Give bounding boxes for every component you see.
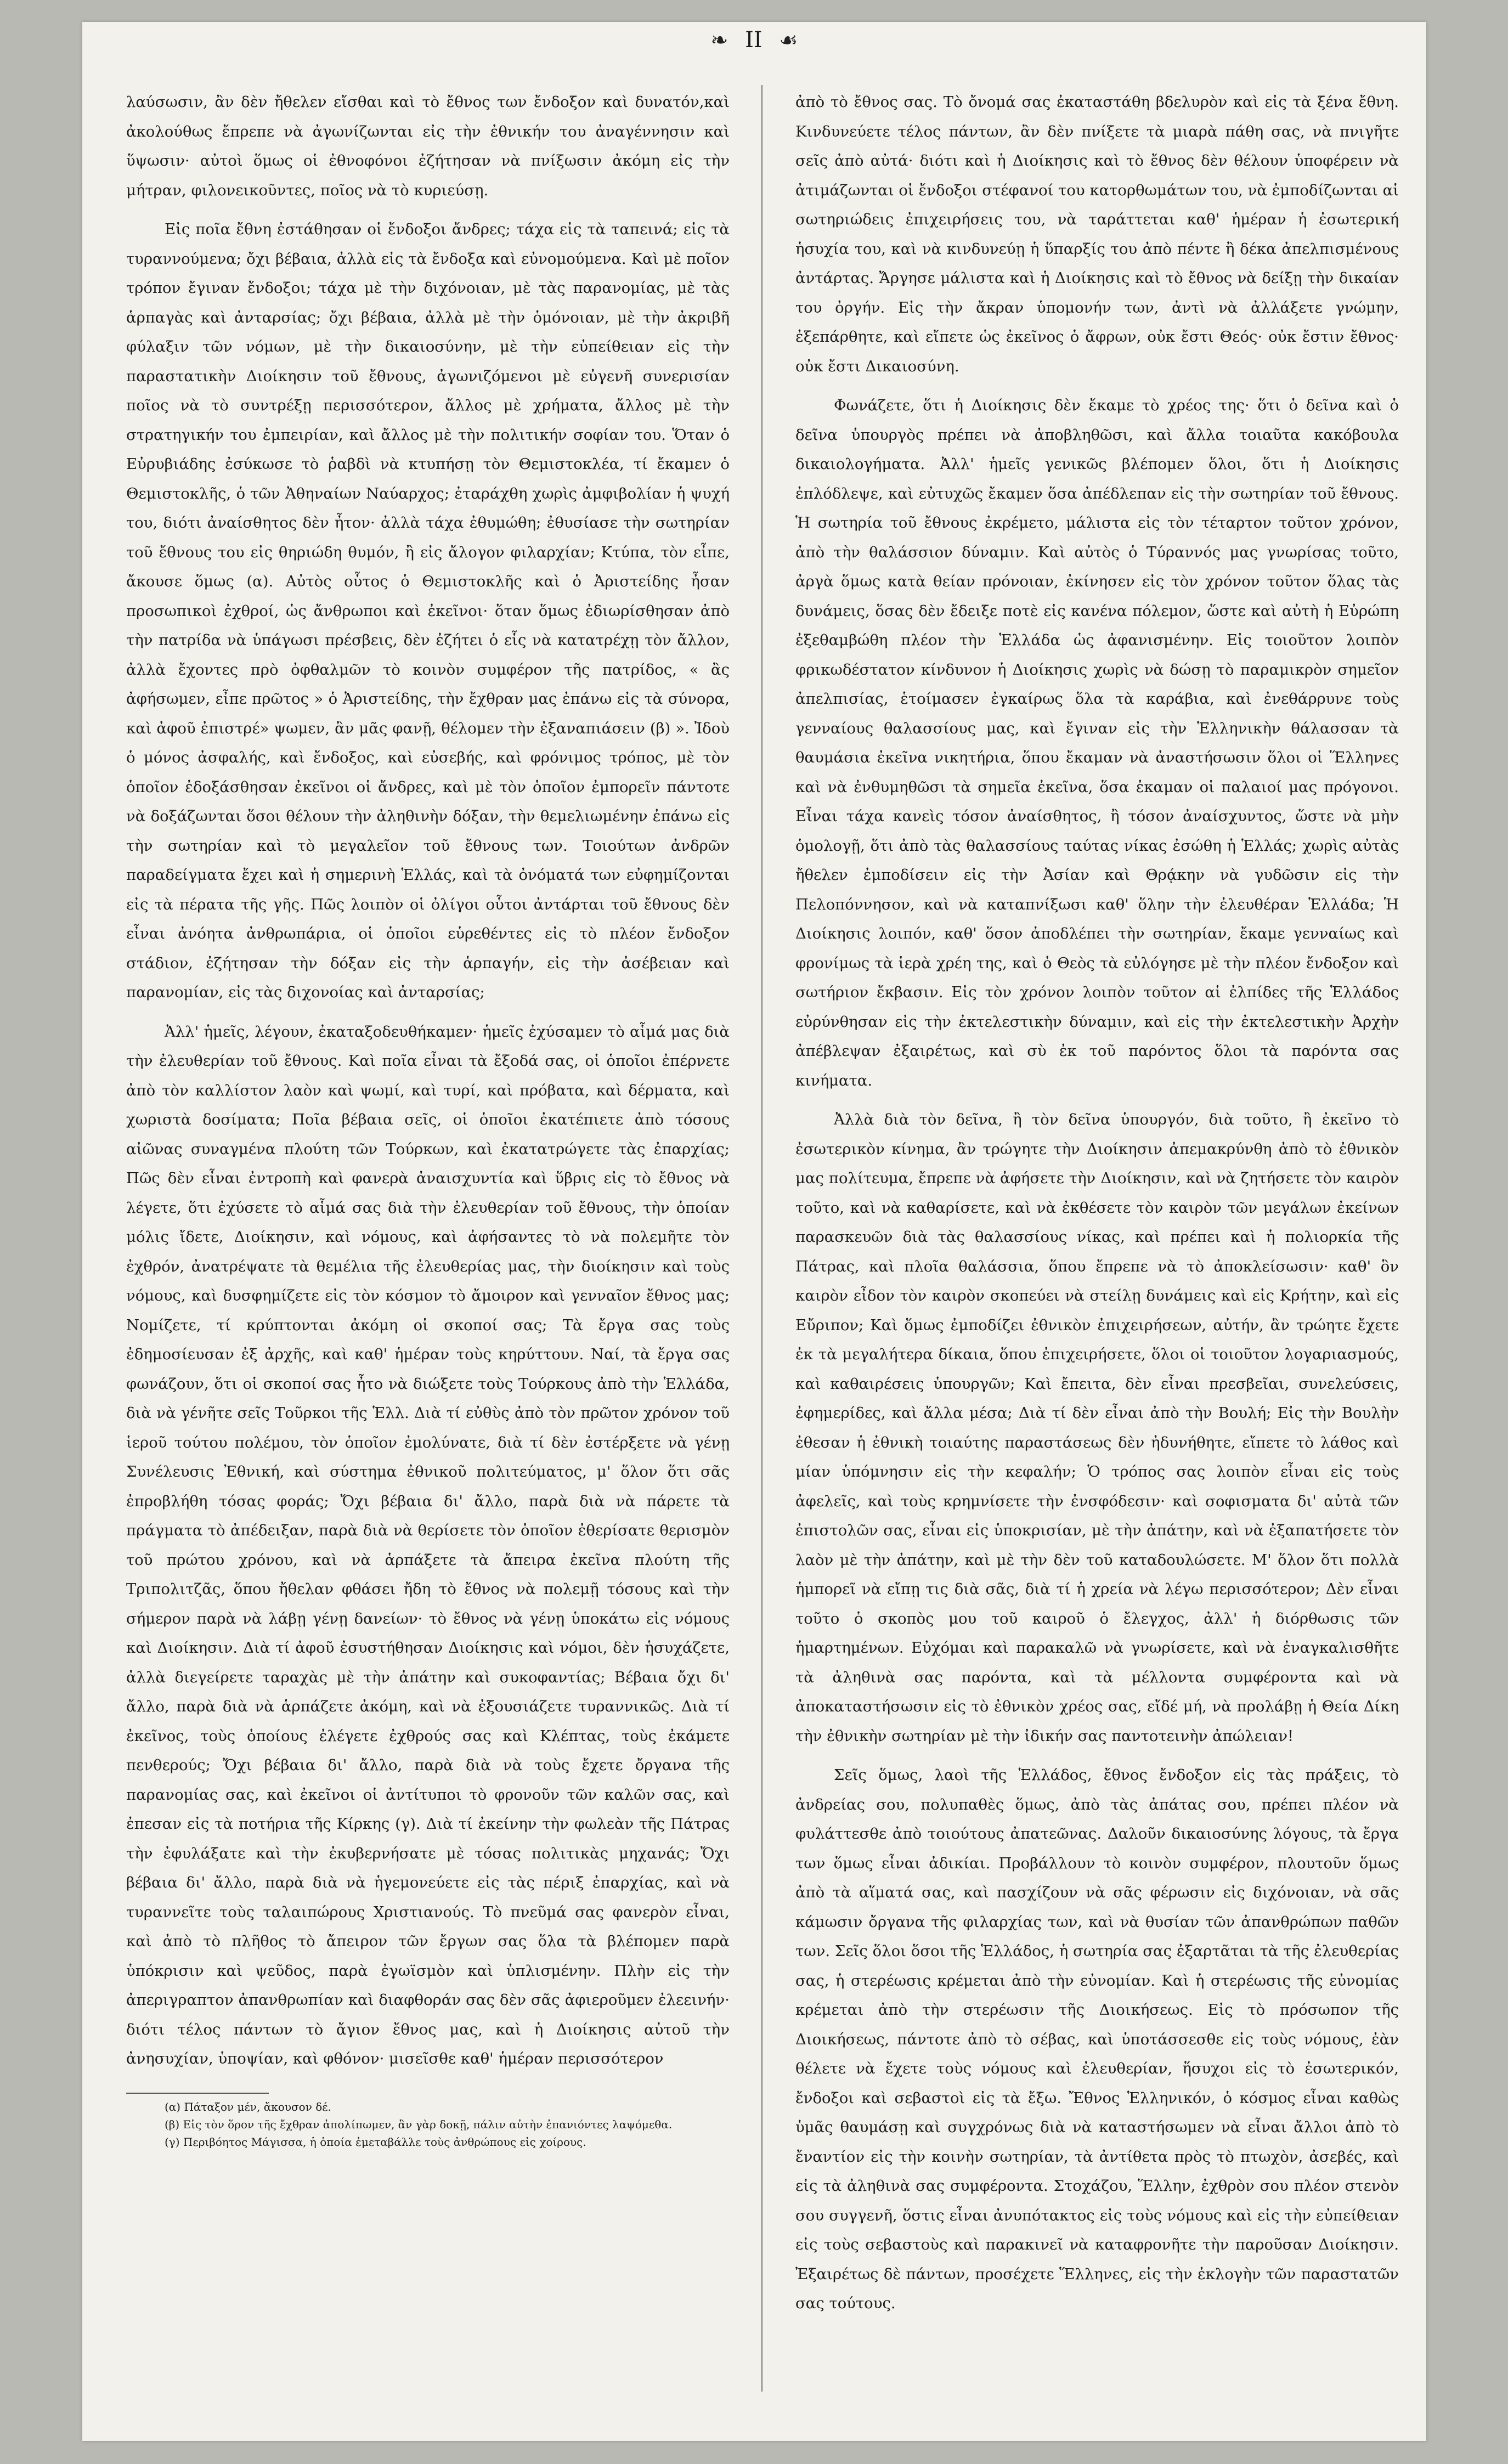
left-paragraph-2: Εἰς ποῖα ἔθνη ἐστάθησαν οἱ ἔνδοξοι ἄνδρες; τάχα εἰς τὰ ταπεινά; εἰς τὰ τυραννούμενα; ὄχι βέβαια, ἀλλὰ εἰς τὰ ἔνδοξα καὶ εὐνομούμενα. Καὶ μὲ ποῖον τρόπον ἔγιναν ἔνδοξοι; τάχα μὲ τὴν διχόνοιαν, μὲ τὰς παρανομίας, μὲ τὰς ἁρπαγὰς καὶ ἀνταρσίας; ὄχι βέβαια, ἀλλὰ μὲ τὴν ὁμόνοιαν, μὲ τὴν ἀκριβῆ φύλαξιν τῶν νόμων, μὲ τὴν δικαιοσύνην, μὲ τὴν εὐπείθειαν εἰς τὴν παραστατικὴν Διοίκησιν τοῦ ἔθνους, ἀγωνιζόμενοι μὲ εὐγενῆ συνερισίαν ποῖος νὰ τὸ συντρέξῃ περισσότερον, ἄλλος μὲ χρήματα, ἄλλος μὲ τὴν στρατηγικήν του ἐμπειρίαν, καὶ ἄλλος μὲ τὴν πολιτικήν σοφίαν του. Ὅταν ὁ Εὐρυβιάδης ἐσύκωσε τὸ ῥαβδὶ νὰ κτυπήσῃ τὸν Θεμιστοκλέα, τί ἔκαμεν ὁ Θεμιστοκλῆς, ὁ τῶν Ἀθηναίων Ναύαρχος; ἐταράχθη χωρὶς ἀμφιβολίαν ἡ ψυχή του, διότι ἀναίσθητος δὲν ἦτον· ἀλλὰ τάχα ἐθυμώθη; ἐθυσίασε τὴν σωτηρίαν τοῦ ἔθνους του εἰς θηριώδη θυμόν, ἢ εἰς ἄλογον φιλαρχίαν; Κτύπα, τὸν εἶπε, ἄκουσε ὅμως (α). Αὐτὸς οὗτος ὁ Θεμιστοκλῆς καὶ ὁ Ἀριστείδης ἦσαν προσωπικοὶ ἐχθροί, ὡς ἄνθρωποι καὶ ἐκεῖνοι· ὅταν ὅμως ἐδιωρίσθησαν ἀπὸ τὴν πατρίδα νὰ ὑπάγωσι πρέσβεις, δὲν ἐζήτει ὁ εἷς νὰ κατατρέχῃ τὸν ἄλλον, ἀλλὰ ἔχοντες πρὸ ὀφθαλμῶν τὸ κοινὸν συμφέρον τῆς πατρίδος, « ἂς ἀφήσωμεν, εἶπε πρῶτος » ὁ Ἀριστείδης, τὴν ἔχθραν μας ἐπάνω εἰς τὰ σύνορα, καὶ ἀφοῦ ἐπιστρέ» ψωμεν, ἂν μᾶς φανῇ, θέλομεν τὴν ἐξαναπιάσειν (β) ». Ἰδοὺ ὁ μόνος ἀσφαλής, καὶ ἔνδοξος, καὶ εὐσεβής, καὶ φρόνιμος τρόπος, μὲ τὸν ὁποῖον ἐδοξάσθησαν ἐκεῖνοι οἱ ἄνδρες, καὶ μὲ τὸν ὁποῖον ἐμπορεῖν πάντοτε νὰ δοξάζωνται ὅσοι θέλουν τὴν ἀληθινὴν δόξαν, τὴν θεμελιωμένην ἐπάνω εἰς τὴν σωτηρίαν καὶ τὸ μεγαλεῖον τοῦ ἔθνους των. Τοιούτων ἀνδρῶν παραδείγματα ἔχει καὶ ἡ σημερινὴ Ἑλλάς, καὶ τὰ ὀνόματά των εὐφημίζονται εἰς τὰ πέρατα τῆς γῆς. Πῶς λοιπὸν οἱ ὀλίγοι οὗτοι ἀντάρται τοῦ ἔθνους δὲν εἶναι ἀνόητα ἀνθρωπάρια, οἱ ὁποῖοι εὑρεθέντες εἰς τὸ πλέον ἔνδοξον στάδιον, ἐζήτησαν τὴν δόξαν εἰς τὴν ἁρπαγήν, εἰς τὴν ἀσέβειαν καὶ παρανομίαν, εἰς τὰς διχονοίας καὶ ἀνταρσίας; [126,221,730,1001]
footnotes [126,2098,730,2151]
column-divider [761,85,763,2392]
right-paragraph-2: Φωνάζετε, ὅτι ἡ Διοίκησις δὲν ἔκαμε τὸ χρέος της· ὅτι ὁ δεῖνα καὶ ὁ δεῖνα ὑπουργὸς πρέπει νὰ ἀποβληθῶσι, καὶ ἄλλα τοιαῦτα κακόβουλα δικαιολογήματα. Ἀλλ' ἡμεῖς γενικῶς βλέπομεν ὅλοι, ὅτι ἡ Διοίκησις ἐπλόδλεψε, καὶ εὐτυχῶς ἔκαμεν ὅσα ἀπέδλεπαν εἰς τὴν σωτηρίαν τοῦ ἔθνους. Ἡ σωτηρία τοῦ ἔθνους ἐκρέμετο, μάλιστα εἰς τὸν τέταρτον τοῦτον χρόνον, ἀπὸ τὴν θαλάσσιον δύναμιν. Καὶ αὐτὸς ὁ Τύραννός μας γνωρίσας τοῦτο, ἀργὰ ὅμως κατὰ θείαν πρόνοιαν, ἐκίνησεν εἰς τὸν χρόνον τοῦτον ὅλας τὰς δυνάμεις, ὅσας δὲν ἔδειξε ποτὲ εἰς κανένα πόλεμον, ὥστε καὶ αὐτὴ ἡ Εὐρώπη ἐξεθαμβώθη πλέον τὴν Ἑλλάδα ὡς ἀφανισμένην. Εἰς τοιοῦτον λοιπὸν φρικωδέστατον κίνδυνον ἡ Διοίκησις χωρὶς νὰ δώσῃ τὸ παραμικρὸν σημεῖον ἀπελπισίας, ἑτοίμασεν ἐγκαίρως ὅλα τὰ καράβια, καὶ ἐνεθάρρυνε τοὺς γενναίους θαλασσίους μας, καὶ ἔγιναν εἰς τὴν Ἑλληνικὴν θάλασσαν τὰ θαυμάσια ἐκεῖνα νικητήρια, ὅπου ἔκαμαν νὰ ἀναστήσωσιν ὅλοι οἱ Ἕλληνες καὶ νὰ ἐνθυμηθῶσι τὰ σημεῖα ἐκεῖνα, ὅσα ἐκαμαν οἱ παλαιοί μας πρόγονοι. Εἶναι τάχα κανεὶς τόσον ἀναίσθητος, ἢ τόσον ἀναίσχυντος, ὥστε νὰ μὴν ὁμολογῇ, ὅτι ἀπὸ τὰς θαλασσίους ταύτας νίκας ἐσώθη ἡ Ἑλλάς; χωρὶς αὐτὰς ἤθελεν ἐμποδίσειν εἰς τὴν Ἀσίαν καὶ Θρᾴκην νὰ γυδῶσιν εἰς τὴν Πελοπόννησον, καὶ νὰ καταπνίξωσι καθ' ὅλην τὴν ἐλευθέραν Ἑλλάδα; Ἡ Διοίκησις λοιπόν, καθ' ὅσον ἀποδλέπει τὴν σωτηρίαν, ἔκαμε γενναίως καὶ φρονίμως τὰ ἱερὰ χρέη της, καὶ ὁ Θεὸς τὰ εὐλόγησε μὲ τὴν πλέον ἔνδοξον καὶ σωτήριον ἔκβασιν. Εἰς τὸν χρόνον λοιπὸν τοῦτον αἱ ἐλπίδες τῆς Ἑλλάδος εὐρύνθησαν εἰς τὴν ἐκτελεστικὴν δύναμιν, καὶ εἰς τὴν ἐκτελεστικὴν Ἀρχὴν ἀπέβλεψαν ἐξαιρέτως, καὶ σὺ ἐκ τοῦ παρόντος ὅλοι τὰ παρόντα σας κινήματα. [795,397,1399,1089]
right-paragraph-4: Σεῖς ὅμως, λαοὶ τῆς Ἑλλάδος, ἔθνος ἔνδοξον εἰς τὰς πράξεις, τὸ ἀνδρείας σου, πολυπαθὲς ὅμως, ἀπὸ τὰς ἀπάτας σου, πρέπει πλέον νὰ φυλάττεσθε ἀπὸ τοιούτους ἀπατεῶνας. Δαλοῦν δικαιοσύνης λόγους, τὰ ἔργα των ὅμως εἶναι ἀδικίαι. Προβάλλουν τὸ κοινὸν συμφέρον, πλουτοῦν ὅμως ἀπὸ τὰ αἵματά σας, καὶ πασχίζουν νὰ σᾶς φέρωσιν εἰς διχόνοιαν, νὰ σᾶς κάμωσιν ὄργανα τῆς φιλαρχίας των, καὶ νὰ θυσίαν τῶν ἀπανθρώπων παθῶν των. Σεῖς ὅλοι ὅσοι τῆς Ἑλλάδος, ἡ σωτηρία σας ἐξαρτᾶται τὰ τῆς ἐλευθερίας σας, ἡ στερέωσις κρέμεται ἀπὸ τὴν εὐνομίαν. Καὶ ἡ στερέωσις τῆς εὐνομίας κρέμεται ἀπὸ τὴν στερέωσιν τῆς Διοικήσεως. Εἰς τὸ πρόσωπον τῆς Διοικήσεως, πάντοτε ἀπὸ τὸ σέβας, καὶ ὑποτάσσεσθε εἰς τοὺς νόμους, ἐὰν θέλετε νὰ ἔχετε τοὺς νόμους καὶ ἐλευθερίαν, ἥσυχοι εἰς τὸ ἐσωτερικόν, ἔνδοξοι καὶ σεβαστοὶ εἰς τὰ ἔξω. Ἔθνος Ἑλληνικόν, ὁ κόσμος εἶναι καθὼς ὑμᾶς θαυμάσῃ καὶ συγχρόνως διὰ νὰ καταστήσωμεν νὰ εἶναι ἄλλοι ἀπὸ τὸ ἔναντίον εἰς τὴν κοινὴν σωτηρίαν, τὰ ἀντίθετα πρὸς τὸ πτωχὸν, ἀσεβές, καὶ εἰς τὰ ἀληθινὰ σας συμφέροντα. Στοχάζου, Ἕλλην, ἐχθρὸν σου πλέον στενὸν σου συγγενῆ, ὅστις εἶναι ἀνυπότακτος εἰς τοὺς νόμους καὶ εἰς τὴν εὐπείθειαν εἰς τοὺς σεβαστοὺς καὶ παρακινεῖ νὰ καταφρονῆτε τὴν παροῦσαν Διοίκησιν. Ἐξαιρέτως δὲ πάντων, προσέχετε Ἕλληνες, εἰς τὴν ἐκλογὴν τῶν παραστατῶν σας τούτους. [795,1766,1399,2312]
right-paragraph-3: Ἀλλὰ διὰ τὸν δεῖνα, ἢ τὸν δεῖνα ὑπουργόν, διὰ τοῦτο, ἢ ἐκεῖνο τὸ ἐσωτερικὸν κίνημα, ἂν τρώγητε τὴν Διοίκησιν ἀπεμακρύνθη ἀπὸ τὸ ἐθνικὸν μας πολίτευμα, ἔπρεπε νὰ ἀφήσετε τὴν Διοίκησιν, καὶ νὰ ζητήσετε τὸν καιρὸν τοῦτο, καὶ νὰ καθαρίσετε, καὶ νὰ ἐκθέσετε τὸν καιρὸν τῶν μεγάλων ἐκείνων παρασκευῶν διὰ τὰς θαλασσίους νίκας, καὶ πρέπει καὶ ἡ πολιορκία τῆς Πάτρας, καὶ πλοῖα θαλάσσια, ὅπου ἔπρεπε νὰ τὸ ἀποκλείσωσιν· καθ' ὃν καιρὸν εἶδον τὸν καιρὸν σκοπεύει νὰ στείλῃ δυνάμεις καὶ εἰς Κρήτην, καὶ εἰς Εὔριπον; Καὶ ὅμως ἐμποδίζει ἐθνικὸν ἐπιχειρήσεων, αὐτήν, ἂν τρώητε ἔχετε ἐκ τὰ μεγαλήτερα δίκαια, ὅπου ἐπιχειρήσετε, ὅλοι οἱ τοιοῦτον λογαριασμούς, καὶ καθαιρέσεις ὑπουργῶν; Καὶ ἔπειτα, δὲν εἶναι πρεσβεῖαι, συνελεύσεις, ἐφημερίδες, καὶ ἄλλα μέσα; Διὰ τί δὲν εἶναι ἀπὸ τὴν Βουλή; Εἰς τὴν Βουλὴν ἐθεσαν ἡ ἐθνικὴ τοιαύτης παραστάσεως δὲν ἠδυνήθητε, εἴπετε τὸ λάθος καὶ μίαν ὑπόμνησιν εἰς τὴν κεφαλήν; Ὁ τρόπος σας λοιπὸν εἶναι εἰς τοὺς ἀφελεῖς, καὶ τοὺς κρημνίσετε τὴν ἐνσφόδεσιν· καὶ σοφισματα δι' αὐτὰ τῶν ἐπιστολῶν σας, εἶναι εἰς ὑποκρισίαν, μὲ τὴν ἀπάτην, καὶ νὰ ἐξαπατήσετε τὸν λαὸν μὲ τὴν ἀπάτην, καὶ μὲ τὴν δὲν τοῦ καταδουλώσετε. Μ' ὅλον ὅτι πολλὰ ἡμπορεῖ νὰ εἴπῃ τις διὰ σᾶς, διὰ τί ἡ χρεία νὰ λέγω περισσότερον; Δὲν εἶναι τοῦτο ὁ σκοπὸς μου τοῦ καιροῦ ὁ ἔλεγχος, ἀλλ' ἡ διόρθωσις τῶν ἡμαρτημένων. Εὐχόμαι καὶ παρακαλῶ νὰ γνωρίσετε, καὶ νὰ ἐναγκαλισθῆτε τὰ ἀληθινὰ σας παρόντα, καὶ τὰ μέλλοντα συμφέροντα καὶ νὰ ἀποκαταστήσωσιν εἰς τὸ ἐθνικὸν χρέος σας, εἴδέ μή, νὰ προλάβῃ ἡ Θεία Δίκη τὴν ἐθνικὴν σωτηρίαν μὲ τὴν ἰδικήν σας παντοτεινὴν ἀπώλειαν! [795,1111,1399,1745]
ornament-right: ☙ [779,28,798,52]
page-number: ΙΙ [745,27,763,53]
footnote-a: (α) Πάταξον μέν, ἄκουσον δέ. [165,2100,331,2113]
ornament-left: ❧ [710,28,728,52]
footnote-rule [126,2093,269,2094]
newspaper-page [82,22,1426,2441]
footnote-b: (β) Εἰς τὸν ὅρον τῆς ἔχθραν ἀπολίπωμεν, ἂν γὰρ δοκῇ, πάλιν αὐτὴν ἐπανιόντες λαψόμεθα. [165,2117,673,2131]
left-column [126,88,730,2392]
right-paragraph-1: ἀπὸ τὸ ἔθνος σας. Τὸ ὄνομά σας ἐκαταστάθη βδελυρὸν καὶ εἰς τὰ ξένα ἔθνη. Κινδυνεύετε τέλος πάντων, ἂν δὲν πνίξετε τὰ μιαρὰ πάθη σας, νὰ πνιγῆτε σεῖς ἀπὸ αὐτά· διότι καὶ ἡ Διοίκησις καὶ τὸ ἔθνος δὲν θέλουν ὑποφέρειν νὰ ἀτιμάζωνται οἱ ἔνδοξοι στέφανοί του κατορθωμάτων του, νὰ ἐμποδίζωνται αἱ σωτηριώδεις ἐπιχειρήσεις του, νὰ ταράττεται καθ' ἡμέραν ἡ ἐσωτερική ἡσυχία του, καὶ νὰ κινδυνεύῃ ἡ ὕπαρξίς του ἀπὸ πέντε ἢ δέκα ἀπελπισμένους ἀντάρτας. Ἄργησε μάλιστα καὶ ἡ Διοίκησις καὶ τὸ ἔθνος νὰ δείξῃ τὴν δικαίαν του ὀργήν. Εἰς τὴν ἄκραν ὑπομονήν των, ἀντὶ νὰ ἀλλάξετε γνώμην, ἐξεπάρθητε, καὶ εἴπετε ὡς ἐκεῖνος ὁ ἄφρων, οὐκ ἔστι Θεός· οὐκ ἔστιν ἔθνος· οὐκ ἔστι Δικαιοσύνη. [795,93,1399,375]
left-paragraph-3: Ἀλλ' ἡμεῖς, λέγουν, ἐκαταξοδευθήκαμεν· ἡμεῖς ἐχύσαμεν τὸ αἷμά μας διὰ τὴν ἐλευθερίαν τοῦ ἔθνους. Καὶ ποῖα εἶναι τὰ ἔξοδά σας, οἱ ὁποῖοι ἐπέρνετε ἀπὸ τὸν καλλίστον λαὸν καὶ ψωμί, καὶ τυρί, καὶ πρόβατα, καὶ δέρματα, καὶ χωριστὰ δοσίματα; Ποῖα βέβαια σεῖς, οἱ ὁποῖοι ἐκατέπιετε ἀπὸ τόσους αἰῶνας συναγμένα πλούτη τῶν Τούρκων, καὶ ἐκατατρώγετε τὰς ἐπαρχίας; Πῶς δὲν εἶναι ἐντροπὴ καὶ φανερὰ ἀναισχυντία καὶ ὕβρις εἰς τὸ ἔθνος νὰ λέγετε, ὅτι ἐχύσετε τὸ αἷμά σας διὰ τὴν ἐλευθερίαν τοῦ ἔθνους, τὴν ὁποίαν μόλις ἴδετε, Διοίκησιν, καὶ νόμους, καὶ ἀφήσαντες τὸ νὰ πολεμῆτε τὸν ἐχθρόν, ἀνατρέψατε τὰ θεμέλια τῆς ἐλευθερίας μας, τὴν διοίκησιν καὶ τοὺς νόμους, καὶ δυσφημίζετε εἰς τὸν κόσμον τὸ ἄμοιρον καὶ γενναῖον ἔθνος μας; Νομίζετε, τί κρύπτονται ἀκόμη οἱ σκοποί σας; Τὰ ἔργα σας τοὺς ἐδημοσίευσαν ἐξ ἀρχῆς, καὶ καθ' ἡμέραν τοὺς κηρύττουν. Ναί, τὰ ἔργα σας φωνάζουν, ὅτι οἱ σκοποί σας ἦτο νὰ διώξετε τοὺς Τούρκους ἀπὸ τὴν Ἑλλάδα, διὰ νὰ γένῆτε σεῖς Τοῦρκοι τῆς Ἑλλ. Διὰ τί εὐθὺς ἀπὸ τὸν πρῶτον χρόνον τοῦ ἱεροῦ τούτου πολέμου, τὸν ὁποῖον ἐμολύνατε, διὰ τί δὲν ἐστέρξετε νὰ γένῃ Συνέλευσις Ἐθνική, καὶ σύστημα ἐθνικοῦ πολιτεύματος, μ' ὅλον ὅτι σᾶς ἐπροβλήθη τόσας φοράς; Ὄχι βέβαια δι' ἄλλο, παρὰ διὰ νὰ πάρετε τὰ πράγματα τὸ ἀπέδειξαν, παρὰ διὰ νὰ θερίσετε τὸν ὁποῖον ἐθερίσατε θερισμὸν τοῦ πρώτου χρόνου, καὶ νὰ ἁρπάξετε τὰ ἄπειρα ἐκεῖνα πλούτη τῆς Τριπολιτζᾶς, ὅπου ἤθελαν φθάσει ἤδη τὸ ἔθνος νὰ πολεμῇ τόσους καὶ τὴν σήμερον παρὰ νὰ λάβῃ γένῃ δανείων· τὸ ἔθνος νὰ γένῃ ὑποκάτω εἰς νόμους καὶ Διοίκησιν. Διὰ τί ἀφοῦ ἐσυστήθησαν Διοίκησις καὶ νόμοι, δὲν ἡσυχάζετε, ἀλλὰ διεγείρετε ταραχὰς μὲ τὴν ἀπάτην καὶ συκοφαντίας; Βέβαια ὄχι δι' ἄλλο, παρὰ διὰ νὰ ἁρπάζετε ἀκόμη, καὶ νὰ ἐξουσιάζετε τυραννικῶς. Διὰ τί ἐκεῖνος, τοὺς ὁποίους ἐλέγετε ἐχθρούς σας καὶ Κλέπτας, τοὺς ἐκάμετε πενθερούς; Ὄχι βέβαια δι' ἄλλο, παρὰ διὰ νὰ τοὺς ἔχετε ὄργανα τῆς παρανομίας σας, καὶ ἐκεῖνοι οἱ ἀντίτυποι τὸ φρονοῦν τῶν καλῶν σας, καὶ ἐπεσαν εἰς τὰ ποτήρια τῆς Κίρκης (γ). Διὰ τί ἐκείνην τὴν φωλεὰν τῆς Πάτρας τὴν ἐφυλάξατε καὶ τὴν ἐκυβερνήσατε μὲ τόσας πολιτικὰς μηχανάς; Ὄχι βέβαια δι' ἄλλο, παρὰ διὰ νὰ ἡγεμονεύετε εἰς τὰς πέριξ ἐπαρχίας, καὶ νὰ τυραννεῖτε τοὺς ταλαιπώρους Χριστιανούς. Τὸ πνεῦμά σας φανερὸν εἶναι, καὶ ἀπὸ τὸ πλῆθος τὸ ἄπειρον τῶν ἔργων σας ὅλα τὰ βλέπομεν παρὰ ὑπόκρισιν καὶ ψεῦδος, παρὰ ἐγωϊσμὸν καὶ ὑπλισμένην. Πλὴν εἰς τὴν ἀπεριγραπτον ἀπανθρωπίαν καὶ διαφθοράν σας δὲν σᾶς ἀφιεροῦμεν ἐλεεινήν· διότι τέλος πάντων τὸ ἄγιον ἔθνος μας, καὶ ἡ Διοίκησις αὐτοῦ τὴν ἀνησυχίαν, ὑποψίαν, καὶ φθόνον· μισεῖσθε καθ' ἡμέραν περισσότερον [126,1022,730,2067]
footnote-c: (γ) Περιβόητος Μάγισσα, ἡ ὁποία ἐμεταβάλλε τοὺς ἀνθρώπους εἰς χοίρους. [165,2135,586,2149]
page-header [82,27,1426,53]
right-column [795,88,1399,2392]
left-paragraph-1: λαύσωσιν, ἂν δὲν ἤθελεν εἴσθαι καὶ τὸ ἔθνος των ἔνδοξον καὶ δυνατόν,καὶ ἀκολούθως ἔπρεπε νὰ ἀγωνίζωνται εἰς τὴν ἐθνικήν του ἀναγέννησιν καὶ ὕψωσιν· αὐτοὶ ὅμως οἱ ἐθνοφόνοι ἐζήτησαν νὰ πνίξωσιν ἀκόμη εἰς τὴν μήτραν, φιλονεικοῦντες, ποῖος νὰ τὸ κυριεύσῃ. [126,93,730,199]
